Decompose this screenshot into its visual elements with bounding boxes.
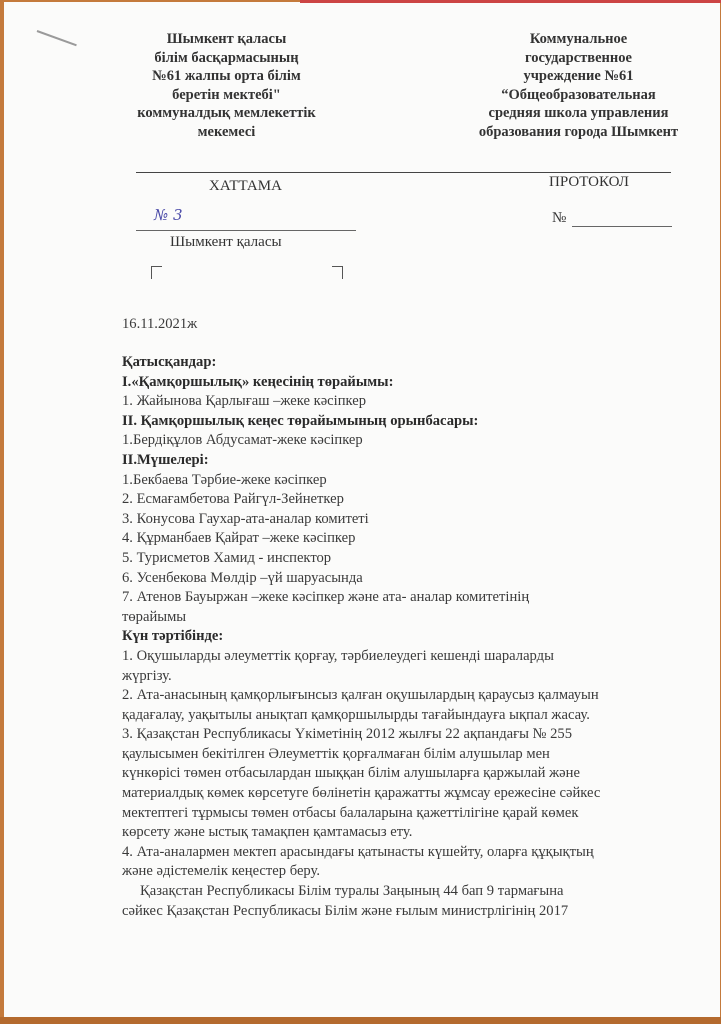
header-line: образования города Шымкент (478, 123, 679, 140)
member-entry: 5. Турисметов Хамид - инспектор (122, 549, 332, 566)
corner-mark-right (332, 266, 343, 279)
document-page (4, 2, 720, 1017)
deputy-heading: ІІ. Қамқоршылық кеңес төрайымының орынбасары: (122, 412, 479, 429)
member-entry: 4. Құрманбаев Қайрат –жеке кәсіпкер (122, 530, 356, 547)
document-body (122, 353, 682, 921)
member-entry: 1.Бекбаева Тәрбие-жеке кәсіпкер (122, 471, 327, 488)
title-russian: ПРОТОКОЛ (549, 174, 629, 190)
header-line: Шымкент қаласы (166, 31, 287, 47)
member-entry: 3. Конусова Гаухар-ата-аналар комитеті (122, 510, 369, 527)
header-line: беретін мектебі" (172, 86, 281, 103)
agenda-line: көрсету және ыстық тамақпен қамтамасыз ету. (122, 824, 413, 841)
number-sign-right: № (552, 210, 567, 226)
title-kazakh: ХАТТАМА (209, 178, 282, 194)
header-divider (136, 172, 671, 173)
number-underline-left (136, 230, 356, 231)
agenda-heading: Күн тәртібінде: (122, 628, 224, 645)
agenda-line: материалдық көмек көрсетуге бөлінетін қаражатты жұмсау ережесіне сәйкес (122, 785, 601, 802)
member-entry: 7. Атенов Бауыржан –жеке кәсіпкер және ата- аналар комитетінің (122, 589, 530, 606)
member-entry: төрайымы (122, 608, 187, 625)
agenda-line: мектептегі тұрмысы төмен отбасы балаларына қажеттілігіне қарай көмек (122, 804, 579, 821)
paragraph-line: сәйкес Қазақстан Республикасы Білім және ғылым министрлігінің 2017 (122, 902, 569, 919)
header-line: білім басқармасының (154, 49, 299, 66)
header-line: “Общеобразовательная (501, 86, 656, 103)
corner-mark-left (151, 266, 162, 279)
agenda-line: 1. Оқушыларды әлеуметтік қорғау, тәрбиелеудегі кешенді шараларды (122, 647, 554, 664)
member-entry: 6. Усенбекова Мөлдір –үй шаруасында (122, 569, 363, 586)
agenda-line: 4. Ата-аналармен мектеп арасындағы қатынасты күшейту, оларға құқықтың (122, 843, 594, 860)
city-label: Шымкент қаласы (170, 234, 282, 250)
agenda-line: қаулысымен бекітілген Әлеуметтік қорғалмаған білім алушылар мен (122, 745, 550, 762)
header-kazakh (104, 30, 349, 141)
pen-mark (37, 30, 77, 46)
header-line: №61 жалпы орта білім (152, 68, 301, 84)
header-line: коммуналдық мемлекеттік (137, 105, 316, 121)
header-line: учреждение №61 (523, 68, 634, 84)
number-underline-right (572, 226, 672, 227)
attendees-heading: Қатысқандар: (122, 354, 217, 370)
protocol-number-handwritten: № 3 (154, 206, 183, 224)
agenda-line: 2. Ата-анасының қамқорлығынсыз қалған оқушылардың қараусыз қалмауын (122, 687, 599, 704)
header-line: средняя школа управления (488, 105, 669, 121)
chair-entry: 1. Жайынова Қарлығаш –жеке кәсіпкер (122, 393, 367, 410)
meeting-date: 16.11.2021ж (122, 316, 198, 332)
agenda-line: 3. Қазақстан Республикасы Үкіметінің 2012 жылғы 22 ақпандағы № 255 (122, 726, 573, 743)
header-russian (436, 30, 721, 141)
agenda-line: жүргізу. (122, 667, 172, 684)
table-surface (0, 1017, 721, 1024)
paragraph-line: Қазақстан Республикасы Білім туралы Заңының 44 бап 9 тармағына (140, 883, 564, 900)
members-heading: ІІ.Мүшелері: (122, 451, 209, 468)
header-line: Коммунальное (529, 31, 628, 47)
chair-heading: І.«Қамқоршылық» кеңесінің төрайымы: (122, 373, 394, 390)
agenda-line: және әдістемелік кеңестер беру. (122, 863, 321, 880)
top-edge-strip (300, 0, 721, 3)
agenda-line: қадағалау, уақытылы анықтап қамқоршылырды тағайындауға ықпал жасау. (122, 706, 590, 723)
member-entry: 2. Есмағамбетова Райгүл-Зейнеткер (122, 491, 344, 508)
header-line: мекемесі (197, 123, 256, 140)
agenda-line: күнкөрісі төмен отбасылардан шыққан білім алушыларға қаржылай және (122, 765, 580, 782)
header-line: государственное (525, 49, 632, 66)
deputy-entry: 1.Бердіқұлов Абдусамат-жеке кәсіпкер (122, 432, 363, 449)
